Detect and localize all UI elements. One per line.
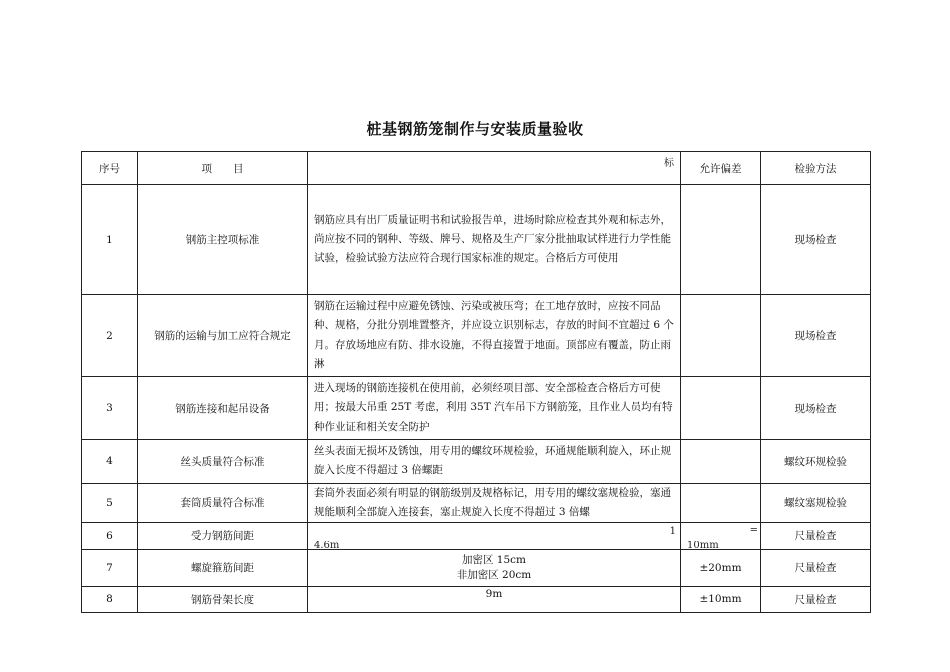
header-standard [308,152,681,185]
row-method: 尺量检查 [761,522,871,549]
table-row [82,185,871,295]
row-method: 尺量检查 [761,549,871,586]
row-method: 现场检查 [761,185,871,295]
row-tolerance [681,295,761,377]
row-item: 丝头质量符合标准 [138,440,308,484]
row-seq: 6 [82,522,138,549]
row-standard [308,483,681,522]
table-row [82,440,871,484]
row-standard: 钢筋在运输过程中应避免锈蚀、污染或被压弯；在工地存放时，应按不同品种、规格，分批分别堆置整齐，并应设立识别标志，存放的时间不宜超过 6 个月。存放场地应有防、排水设施，不得直接置于地面。顶部应有覆盖，防止雨淋 [308,295,681,377]
row-seq: 8 [82,586,138,612]
table-row [82,586,871,612]
row-method: 尺量检查 [761,586,871,612]
header-item: 项 目 [138,152,308,185]
row-item: 钢筋的运输与加工应符合规定 [138,295,308,377]
row-item: 套筒质量符合标准 [138,483,308,522]
table-row [82,549,871,586]
row-standard-line: 非加密区 20cm [456,568,532,581]
row-seq: 7 [82,549,138,586]
table-row [82,377,871,440]
table-row [82,522,871,549]
row-method: 螺纹塞规检验 [761,483,871,522]
row-standard: 钢筋应具有出厂质量证明书和试验报告单，进场时除应检查其外观和标志外，尚应按不同的钢种、等级、牌号、规格及生产厂家分批抽取试样进行力学性能试验，检验试验方法应符合现行国家标准的规定。合格后方可使用 [308,185,681,295]
row-tolerance [681,483,761,522]
table-header-row [82,152,871,185]
row-tolerance [681,185,761,295]
header-method: 检验方法 [761,152,871,185]
row-standard: 9m [308,586,681,612]
row-seq: 3 [82,377,138,440]
row-method: 现场检查 [761,377,871,440]
row-item: 钢筋骨架长度 [138,586,308,612]
row-tolerance-fragment: = [749,524,758,536]
row-tolerance [681,377,761,440]
row-seq: 5 [82,483,138,522]
row-tolerance [681,522,761,549]
row-standard: 丝头表面无损坏及锈蚀，用专用的螺纹环规检验，环通规能顺利旋入，环止规旋入长度不得超过 3 倍螺距 [308,440,681,484]
row-standard [308,522,681,549]
row-seq: 4 [82,440,138,484]
row-tolerance: ±10mm [681,586,761,612]
page-title: 桩基钢筋笼制作与安装质量验收 [366,120,584,138]
header-seq: 序号 [82,152,138,185]
row-tolerance [681,440,761,484]
acceptance-table [81,151,871,613]
row-item: 钢筋连接和起吊设备 [138,377,308,440]
row-method: 现场检查 [761,295,871,377]
row-tolerance-fragment: 10mm [687,540,719,549]
row-standard [308,549,681,586]
header-standard-fragment: 标 [664,158,674,169]
row-item: 钢筋主控项标准 [138,185,308,295]
header-tolerance: 允许偏差 [681,152,761,185]
row-standard-fragment: 4.6m [314,540,340,549]
row-item: 受力钢筋间距 [138,522,308,549]
table-row [82,295,871,377]
row-standard: 进入现场的钢筋连接机在使用前，必须经项目部、安全部检查合格后方可使用；按最大吊重 25T 考虑，利用 35T 汽车吊下方钢筋笼，且作业人员均有特种作业证和相关安全防护 [308,377,681,440]
row-tolerance: ±20mm [681,549,761,586]
row-item: 螺旋箍筋间距 [138,549,308,586]
row-seq: 1 [82,185,138,295]
row-standard-line: 加密区 15cm [461,553,527,566]
row-seq: 2 [82,295,138,377]
row-method: 螺纹环规检验 [761,440,871,484]
row-standard-fragment: 1 [669,525,676,537]
row-standard-text: 套筒外表面必须有明显的钢筋级别及规格标记，用专用的螺纹塞规检验，塞通规能顺利全部旋入连接套，塞止规旋入长度不得超过 3 倍螺 [314,486,671,518]
table-row [82,483,871,522]
